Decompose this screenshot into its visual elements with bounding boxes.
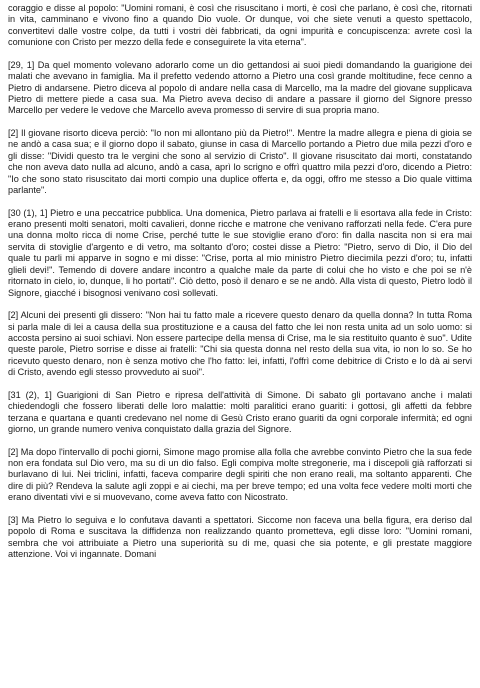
paragraph-31-3: [3] Ma Pietro lo seguiva e lo confutava davanti a spettatori. Siccome non faceva una bella figura, era deriso dal popolo di Roma e suscitava la diffidenza non realizzando quanto prometteva, egli disse loro: "Uomini romani, sembra che voi attribuiate a Pietro una superiorità su di me, quasi che sia potente, e gli prestate maggiore attenzione. Voi vi ingannate. Domani (8, 514, 472, 559)
paragraph-31-2: [2] Ma dopo l'intervallo di pochi giorni, Simone mago promise alla folla che avrebbe convinto Pietro che la sua fede non era fondata sul Dio vero, ma su di un dio falso. Egli compiva molte stregonerie, ma i discepoli già rafforzati si burlavano di lui. Nei triclini, infatti, faceva comparire degli spiriti che non erano reali, ma soltanto apparenti. Che dire di più? Rendeva la salute agli zoppi e ai ciechi, ma per breve tempo; ed una volta fece vedere molti morti che erano diventati vivi e si muovevano, come aveva fatto con Nicostrato. (8, 446, 472, 503)
paragraph-30-2: [2] Alcuni dei presenti gli dissero: "Non hai tu fatto male a ricevere questo denaro da quella donna? In tutta Roma si parla male di lei a causa della sua prostituzione e a causa del fatto che lei non resta unita ad un solo uomo: si accosta persino ai suoi schiavi. Non essere partecipe della mensa di Crise, ma le sia restituito quanto è suo". Udite queste parole, Pietro sorrise e disse ai fratelli: "Chi sia questa donna nel resto della sua vita, io non lo so. Se ho ricevuto questo denaro, non è senza motivo che l'ho fatto: lei, infatti, l'offrì come debitrice di Cristo e lo dà ai servi di Cristo, avendo egli stesso provveduto ai suoi". (8, 310, 472, 378)
paragraph-31-1: [31 (2), 1] Guarigioni di San Pietro e ripresa dell'attività di Simone. Di sabato gli portavano anche i malati chiedendogli che fossero liberati delle loro malattie: molti paralitici erano guariti: i gottosi, gli affetti da febbre terzana e quartana e quanti credevano nel nome di Gesù Cristo erano guariti da ogni corporale infermità; ed ogni giorno, un grande numero veniva conquistato dalla grazia del Signore. (8, 389, 472, 434)
paragraph-intro-speech: coraggio e disse al popolo: "Uomini romani, è così che risuscitano i morti, è così che parlano, è così che, ritornati in vita, camminano e vivono fino a quando Dio vuole. Or dunque, voi che siete venuti a questo spettacolo, convertitevi dalle vostre colpe, da tutti i vostri dèi fabbricati, da ogni impurità e concupiscenza: avrete così la comunione con Cristo per mezzo della fede e conseguirete la vita eterna". (8, 3, 472, 48)
paragraph-29-2: [2] Il giovane risorto diceva perciò: "Io non mi allontano più da Pietro!". Mentre la madre allegra e piena di gioia se ne andò a casa sua; e il giorno dopo il sabato, giunse in casa di Marcello portando a Pietro due mila pezzi d'oro e gli disse: "Dividi questo tra le vergini che sono al servizio di Cristo". Il giovane risuscitato dai morti, constatando che non aveva dato nulla ad alcuno, andò a casa, aprì lo scrigno e offrì quattro mila pezzi d'oro, dicendo a Pietro: "Io che sono stato risuscitato dai morti compio una duplice offerta e, da oggi, offro me stesso a Dio quale vittima parlante". (8, 128, 472, 196)
paragraph-29-1: [29, 1] Da quel momento volevano adorarlo come un dio gettandosi ai suoi piedi domandando la guarigione dei malati che avevano in famiglia. Ma il prefetto vedendo attorno a Pietro una così grande moltitudine, fece cenno a Pietro di andarsene. Pietro diceva al popolo di andare nella casa di Marcello, ma la madre del giovane supplicava Pietro di mettere piede a casa sua. Ma Pietro aveva deciso di andare a passare il giorno del Signore presso Marcello per vedere le vedove che Marcello aveva promesso di servire di sua propria mano. (8, 59, 472, 116)
paragraph-30-1: [30 (1), 1] Pietro e una peccatrice pubblica. Una domenica, Pietro parlava ai fratelli e li esortava alla fede in Cristo: erano presenti molti senatori, molti cavalieri, donne ricche e matrone che venivano rafforzati nella fede. C'era pure una donna molto ricca di nome Crise, perché tutte le sue stoviglie erano d'oro: fin dalla nascita non si era mai servita di stoviglie d'argento e di vetro, ma soltanto d'oro; costei disse a Pietro: "Pietro, servo di Dio, il Dio del quale tu parli mi apparve in sogno e mi disse: "Crise, porta al mio ministro Pietro diecimila pezzi d'oro; tu, infatti glieli devi!". Temendo di dovere andare incontro a qualche male da parte di colui che ho visto e che poi se n'è ritornato in cielo, io, dunque, li ho portati". Ciò detto, posò il denaro e se ne andò. Alla vista di questo, Pietro lodò il Signore, giacché i bisognosi venivano così sollevati. (8, 207, 472, 298)
